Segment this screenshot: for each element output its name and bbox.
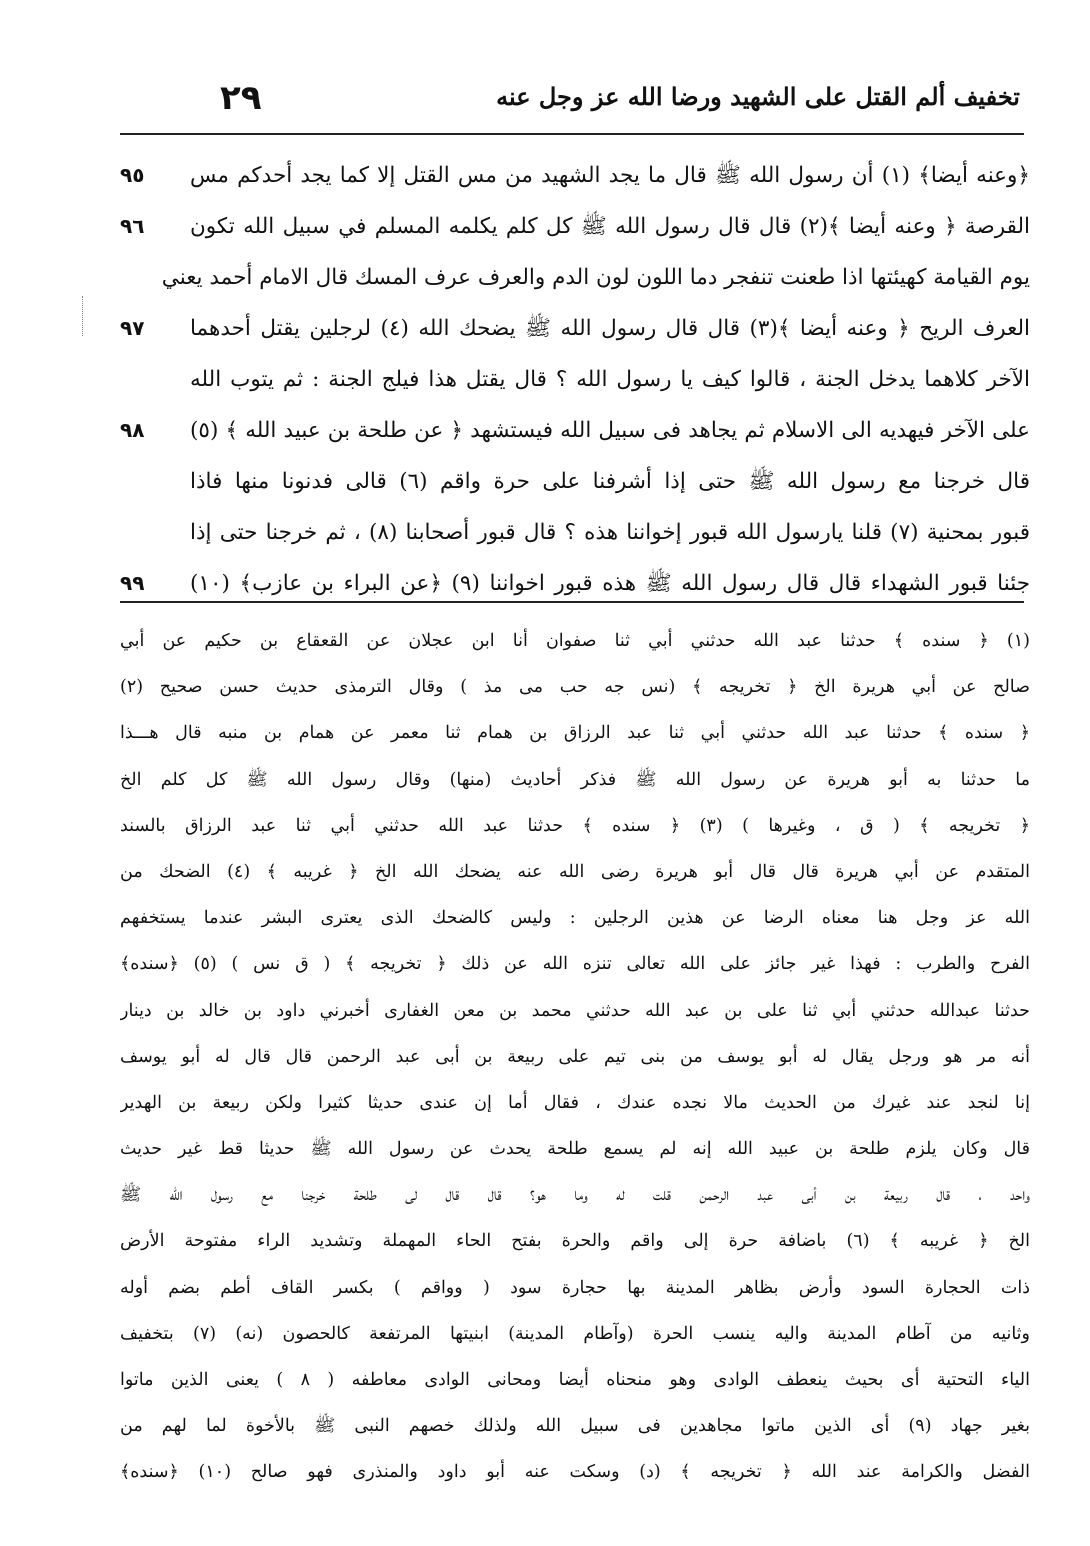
main-text-block: [120, 150, 1030, 609]
hadith-text: يوم القيامة كهيئتها اذا طعنت تنفجر دما اللون لون الدم والعرف عرف المسك قال الامام أحمد يعني: [161, 265, 1030, 290]
hadith-text: العرف الريح ﴿ وعنه أيضا ﴾(٣) قال قال رسول الله ﷺ يضحك الله (٤) لرجلين يقتل أحدهما: [190, 316, 1030, 341]
footnote-line: ما حدثنا به أبو هريرة عن رسول الله ﷺ فذكر أحاديث (منها) وقال رسول الله ﷺ كل كلم الخ: [120, 769, 1030, 790]
hadith-text: قبور بمحنية (٧) قلنا يارسول الله قبور إخواننا هذه ؟ قال قبور أصحابنا (٨) ، ثم خرجنا حتى إذا: [190, 520, 1030, 545]
hadith-line: [120, 150, 1030, 201]
hadith-text: جئنا قبور الشهداء قال قال رسول الله ﷺ هذه قبور اخواننا (٩) ﴿عن البراء بن عازب﴾ (١٠): [190, 571, 1030, 596]
footnote-line: ذات الحجارة السود وأرض بظاهر المدينة بها حجارة سود ( وواقم ) بكسر القاف أطم بضم أوله: [120, 1277, 1030, 1298]
footnote-line: قال وكان يلزم طلحة بن عبيد الله إنه لم يسمع طلحة يحدث عن رسول الله ﷺ حديثا قط غير حديث: [120, 1139, 1030, 1160]
hadith-text: الآخر كلاهما يدخل الجنة ، قالوا كيف يا رسول الله ؟ قال يقتل هذا فيلج الجنة : ثم يتوب الله: [190, 367, 1030, 392]
footnote-line: الياء التحتية أى بحيث ينعطف الوادى وهو منحناه أيضا ومحانى الوادى معاطفه ( ٨ ) يعنى الذين ماتوا: [120, 1370, 1030, 1390]
hadith-text: قال خرجنا مع رسول الله ﷺ حتى إذا أشرفنا على حرة واقم (٦) قالى فدنونا منها فاذا: [190, 469, 1030, 494]
hadith-number: ٩٧: [120, 316, 145, 340]
hadith-text: ﴿وعنه أيضا﴾ (١) أن رسول الله ﷺ قال ما يجد الشهيد من مس القتل إلا كما يجد أحدكم مس: [190, 163, 1030, 188]
hadith-number: ٩٨: [120, 418, 145, 442]
footnote-line: المتقدم عن أبي هريرة قال قال أبو هريرة رضى الله عنه يضحك الله الخ ﴿ غريبه ﴾ (٤) الضحك من: [120, 861, 1030, 882]
hadith-line: [120, 252, 1030, 303]
footnote-line: صالح عن أبي هريرة الخ ﴿ تخريجه ﴾ (نس جه حب مى مذ ) وقال الترمذى حديث حسن صحيح (٢): [120, 677, 1030, 698]
footnote-line: حدثنا عبدالله حدثني أبي ثنا على بن عبد الله حدثني محمد بن معن الغفارى أخبرني داود بن خالد بن دينار: [120, 1000, 1030, 1021]
hadith-line: [120, 507, 1030, 558]
hadith-line: [120, 354, 1030, 405]
margin-mark: [82, 296, 85, 336]
footnote-separator: [120, 601, 1024, 603]
footnote-line: (١) ﴿ سنده ﴾ حدثنا عبد الله حدثني أبي ثنا صفوان أنا ابن عجلان عن القعقاع بن حكيم عن أبي: [120, 631, 1030, 651]
running-title: تخفيف ألم القتل على الشهيد ورضا الله عز وجل عنه: [496, 82, 1020, 111]
hadith-number: ٩٦: [120, 214, 145, 238]
footnote-line: ﴿ سنده ﴾ حدثنا عبد الله حدثني أبي ثنا عبد الرزاق بن همام ثنا معمر عن همام بن منبه قال هـــذا: [120, 723, 1030, 744]
hadith-line: [120, 405, 1030, 456]
footnote-line: الله عز وجل هنا معناه الرضا عن هذين الرجلين : وليس كالضحك الذى يعترى البشر عندما يستخفهم: [120, 908, 1030, 929]
header-rule: [120, 133, 1024, 135]
hadith-line: [120, 456, 1030, 507]
footnote-line: ﴿ تخريجه ﴾ ( ق ، وغيرها ) (٣) ﴿ سنده ﴾ حدثنا عبد الله حدثني أبي ثنا عبد الرزاق بالسند: [120, 815, 1030, 836]
hadith-text: على الآخر فيهديه الى الاسلام ثم يجاهد فى سبيل الله فيستشهد ﴿ عن طلحة بن عبيد الله ﴾ (٥): [190, 418, 1030, 443]
page-number: ٢٩: [220, 78, 262, 118]
footnote-line: إنا لنجد عند غيرك من الحديث مالا نجده عندك ، فقال أما إن عندى حديثا كثيرا ولكن ربيعة بن الهدير: [120, 1092, 1030, 1113]
footnote-line: الفرح والطرب : فهذا غير جائز على الله تعالى تنزه الله عن ذلك ﴿ تخريجه ﴾ ( ق نس ) (٥) ﴿سنده﴾: [120, 954, 1030, 975]
footnote-line: الفضل والكرامة عند الله ﴿ تخريجه ﴾ (د) وسكت عنه أبو داود والمنذرى فهو صالح (١٠) ﴿سنده﴾: [120, 1462, 1030, 1483]
footnote-line: بغير جهاد (٩) أى الذين ماتوا مجاهدين فى سبيل الله ولذلك خصهم النبى ﷺ بالأخوة لما لهم من: [120, 1416, 1030, 1437]
footnote-line: الخ ﴿ غريبه ﴾ (٦) باضافة حرة إلى واقم والحرة بفتح الحاء المهملة وتشديد الراء مفتوحة الأرض: [120, 1231, 1030, 1252]
hadith-text: القرصة ﴿ وعنه أيضا ﴾(٢) قال قال رسول الله ﷺ كل كلم يكلمه المسلم في سبيل الله تكون: [190, 214, 1030, 239]
hadith-number: ٩٥: [120, 163, 145, 187]
footnote-line: أنه مر هو ورجل يقال له أبو يوسف من بنى تيم على ربيعة بن أبى عبد الرحمن قال قال له أبو يوسف: [120, 1046, 1030, 1067]
footnote-line: واحد ، قال ربيعة بن أبى عبد الرحمن قلت له وما هو؟ قال قال لى طلحة خرجنا مع رسول الله ﷺ: [120, 1185, 1030, 1206]
footnotes-block: [120, 618, 1030, 1496]
page-header: [110, 78, 1020, 130]
hadith-line: [120, 303, 1030, 354]
hadith-line: [120, 201, 1030, 252]
hadith-number: ٩٩: [120, 571, 145, 595]
footnote-line: وثانيه من آطام المدينة واليه ينسب الحرة (وآطام المدينة) ابنيتها المرتفعة كالحصون (نه) (٧) بتخفيف: [120, 1323, 1030, 1344]
